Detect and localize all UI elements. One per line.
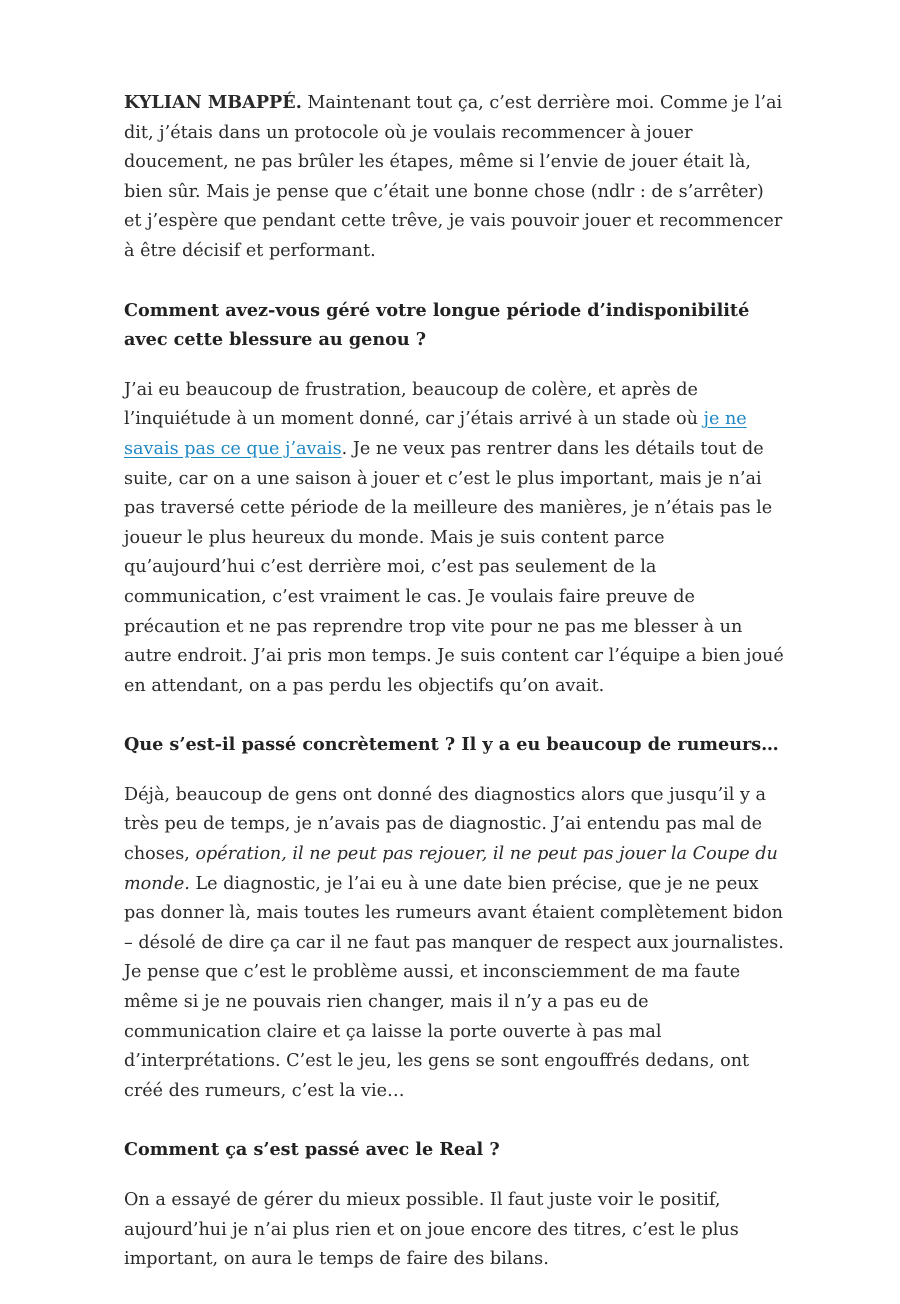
answer-injury-text-start: J’ai eu beaucoup de frustration, beaucoup de colère, et après de l’inquiétude à un moment donné, car j’étais arrivé à un stade où bbox=[124, 379, 704, 430]
inline-article-link[interactable]: je ne savais pas ce que j’avais bbox=[124, 409, 747, 459]
answer-rumors-quote: opération, il ne peut pas rejouer, il ne peut pas jouer la Coupe du monde. bbox=[124, 844, 778, 894]
answer-rumors-text-start: Déjà, beaucoup de gens ont donné des diagnostics alors que jusqu’il y a très peu de temps, je n’avais pas de diagnostic. J’ai entendu pas mal de choses, bbox=[124, 784, 767, 865]
question-real: Comment ça s’est passé avec le Real ? bbox=[124, 1139, 500, 1161]
intro-text: Maintenant tout ça, c’est derrière moi. Comme je l’ai dit, j’étais dans un protocole où je voulais recommencer à jouer doucement, ne pas brûler les étapes, même si l’envie de jouer était là, bien sûr. Mais je pense que c’était une bonne chose (ndlr : de s’arrêter) et j’espère que pendant cette trêve, je vais pouvoir jouer et recommencer à être décisif et performant. bbox=[124, 93, 783, 261]
intro-paragraph bbox=[124, 88, 784, 267]
answer-injury bbox=[124, 376, 784, 702]
article-body bbox=[124, 88, 784, 1304]
question-injury: Comment avez-vous géré votre longue période d’indisponibilité avec cette blessure au genou ? bbox=[124, 299, 750, 351]
answer-rumors bbox=[124, 781, 784, 1107]
answer-injury-text-end: . Je ne veux pas rentrer dans les détails tout de suite, car on a une saison à jouer et c’est le plus important, mais je n’ai pas traversé cette période de la meilleure des manières, je n’étais pas le joueur le plus heureux du monde. Mais je suis content parce qu’aujourd’hui c’est derrière moi, c’est pas seulement de la communication, c’est vraiment le cas. Je voulais faire preuve de précaution et ne pas reprendre trop vite pour ne pas me blesser à un autre endroit. J’ai pris mon temps. Je suis content car l’équipe a bien joué en attendant, on a pas perdu les objectifs qu’on avait. bbox=[124, 438, 784, 696]
answer-rumors-text-end: Le diagnostic, je l’ai eu à une date bien précise, que je ne peux pas donner là, mais toutes les rumeurs avant étaient complètement bidon – désolé de dire ça car il ne faut pas manquer de respect aux journalistes. Je pense que c’est le problème aussi, et inconsciemment de ma faute même si je ne pouvais rien changer, mais il n’y a pas eu de communication claire et ça laisse la porte ouverte à pas mal d’interprétations. C’est le jeu, les gens se sont engouffrés dedans, ont créé des rumeurs, c’est la vie… bbox=[124, 873, 784, 1101]
answer-real: On a essayé de gérer du mieux possible. Il faut juste voir le positif, aujourd’hui je n’ai plus rien et on joue encore des titres, c’est le plus important, on aura le temps de faire des bilans. bbox=[124, 1190, 739, 1270]
speaker-name: KYLIAN MBAPPÉ. bbox=[124, 92, 302, 113]
question-rumors: Que s’est-il passé concrètement ? Il y a eu beaucoup de rumeurs… bbox=[124, 734, 779, 756]
